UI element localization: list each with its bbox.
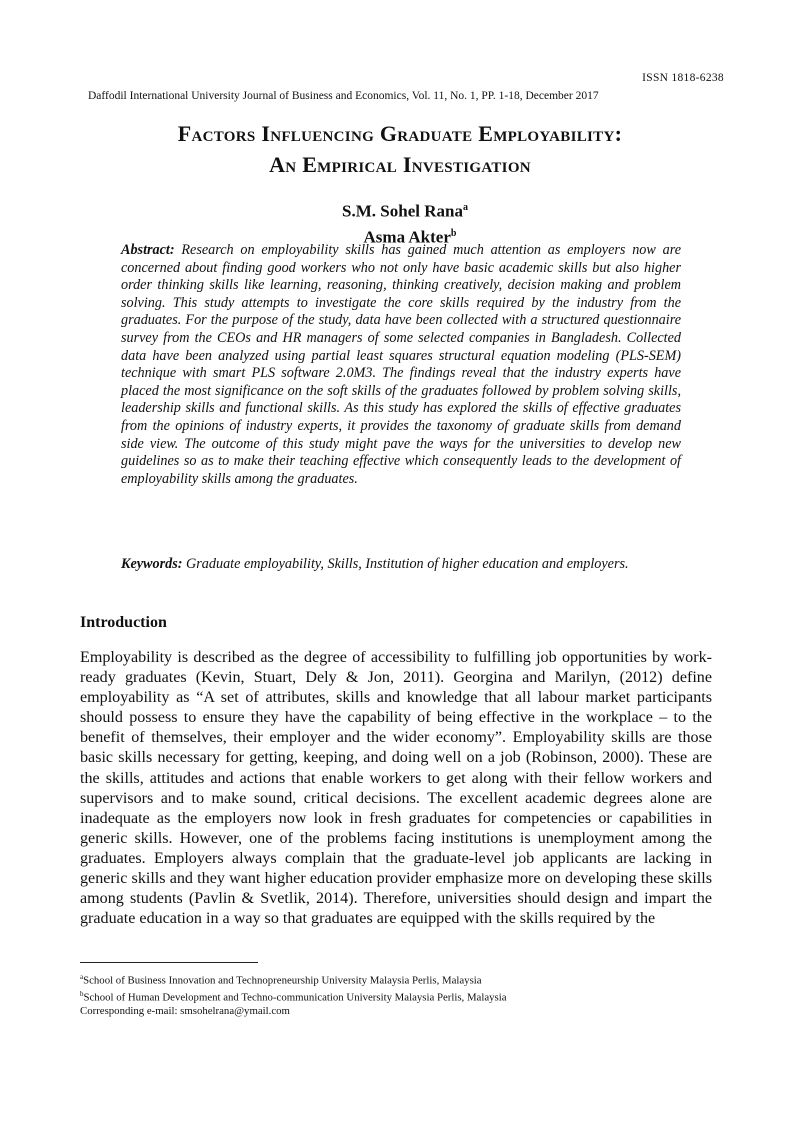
introduction-paragraph: Employability is described as the degree of accessibility to fulfilling job opportunities by work-ready graduates (Kevin, Stuart, Dely & Jon, 2011). Georgina and Marilyn, (2012) define employability as “A set of attributes, skills and knowledge that all labour market participants should possess to ensure they have the capability of being effective in the workplace – to the benefit of themselves, their employer and the wider economy”. Employability skills are those basic skills necessary for getting, keeping, and doing well on a job (Robinson, 2000). These are the skills, attitudes and actions that enable workers to get along with their fellow workers and supervisors and to make sound, critical decisions. The excellent academic degrees alone are inadequate as the employers now look in fresh graduates for competencies or capabilities in generic skills. However, one of the problems facing institutions is unemployment among the graduates. Employers always complain that the graduate-level job applicants are lacking in generic skills and they want higher education provider emphasize more on developing these skills among students (Pavlin & Svetlik, 2014). Therefore, universities should design and impart the graduate education in a way so that graduates are equipped with the skills required by the <box>80 649 712 928</box>
title-line-1: Factors Influencing Graduate Employability: <box>177 121 623 146</box>
journal-citation: Daffodil International University Journal of Business and Economics, Vol. 11, No. 1, PP. 1-18, December 2017 <box>88 90 599 102</box>
section-heading-introduction: Introduction <box>80 614 167 631</box>
issn-number: ISSN 1818-6238 <box>642 72 724 84</box>
footnote-affiliation-b <box>80 988 720 1005</box>
author-2-name: Asma Akter <box>363 227 451 247</box>
keywords <box>121 556 681 574</box>
footnote-text-a: School of Business Innovation and Technopreneurship University Malaysia Perlis, Malaysia <box>83 974 482 987</box>
author-2-mark: b <box>450 227 457 239</box>
keywords-label: Keywords: <box>121 556 183 572</box>
footnote-divider <box>80 962 258 963</box>
footnote-email: Corresponding e-mail: smsohelrana@ymail.com <box>80 1005 290 1017</box>
footnote-mark-b: b <box>80 990 84 998</box>
footnote-affiliation-a <box>80 971 720 988</box>
author-1 <box>5 197 800 223</box>
author-list <box>0 197 800 248</box>
title-line-2: An Empirical Investigation <box>269 152 531 177</box>
author-1-mark: a <box>462 202 468 213</box>
abstract-text: Research on employability skills has gained much attention as employers now are concerned about finding good workers who not only have basic academic skills but also higher order thinking skills like learning, reasoning, thinking creatively, decision making and problem solving. This study attempts to investigate the core skills required by the industry from the graduates. For the purpose of the study, data have been collected with a structured questionnaire survey from the CEOs and HR managers of some selected companies in Bangladesh. Collected data have been analyzed using partial least squares structural equation modeling (PLS-SEM) technique with smart PLS software 2.0M3. The findings reveal that the industry experts have placed the most significance on the soft skills of the graduates followed by problem solving skills, leadership skills and functional skills. As this study has explored the skills of effective graduates from the opinions of industry experts, it provides the taxonomy of graduate skills from demand side view. The outcome of this study might pave the ways for the universities to develop new guidelines so as to make their teaching effective which consequently leads to the development of employability skills among the graduates. <box>121 242 681 487</box>
footnotes <box>80 971 720 1018</box>
footnote-mark-a: a <box>80 973 84 981</box>
footnote-text-b: School of Human Development and Techno-communication University Malaysia Perlis, Malaysia <box>83 991 507 1004</box>
abstract <box>121 242 681 488</box>
abstract-label: Abstract: <box>121 242 175 258</box>
paper-title <box>0 118 800 180</box>
keywords-text: Graduate employability, Skills, Institution of higher education and employers. <box>186 556 629 572</box>
author-1-name: S.M. Sohel Rana <box>342 201 463 221</box>
